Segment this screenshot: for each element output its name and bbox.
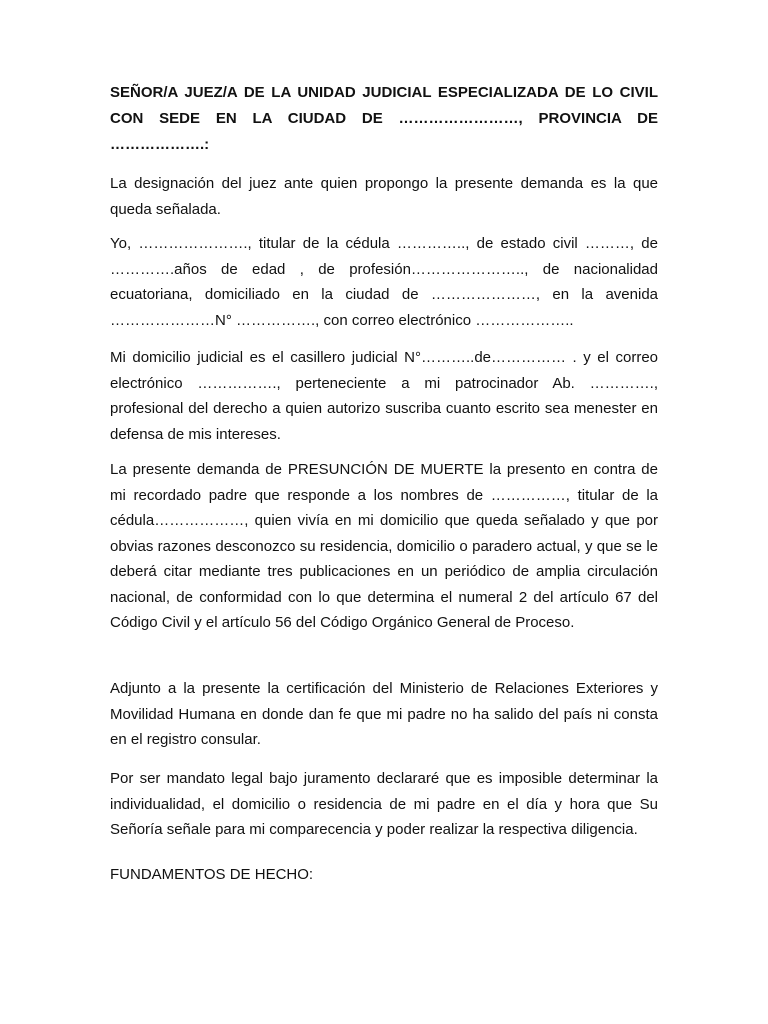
paragraph-judicial-domicile: Mi domicilio judicial es el casillero judicial N°………..de…………… . y el correo electrónico ……………., perteneciente a mi patrocinador Ab. …………., profesional del derecho a quien autorizo suscriba cuanto escrito sea menester en defensa de mis intereses. [110,349,658,443]
paragraph-demand-presumption: La presente demanda de PRESUNCIÓN DE MUERTE la presento en contra de mi recordado padre que responde a los nombres de ……………, titular de la cédula………………, quien vivía en mi domicilio que queda señalado y que por obvias razones desconozco su residencia, domicilio o paradero actual, y que se le deberá citar mediante tres publicaciones en un periódico de amplia circulación nacional, de conformidad con lo que determina el numeral 2 del artículo 67 del Código Civil y el artículo 56 del Código Orgánico General de Proceso. [110,461,658,631]
paragraph-judge-designation: La designación del juez ante quien propongo la presente demanda es la que queda señalada. [110,175,658,218]
section-heading-fundamentos: FUNDAMENTOS DE HECHO: [110,866,314,883]
paragraph-plaintiff-identification: Yo, …………………., titular de la cédula ………….., de estado civil ………, de ………….años de edad , de profesión………………….., de nacionalidad ecuatoriana, domiciliado en la ciudad de …………………, en la avenida …………………N° ……………., con correo electrónico ……………….. [110,235,658,329]
paragraph-oath-declaration: Por ser mandato legal bajo juramento declararé que es imposible determinar la individualidad, el domicilio o residencia de mi padre en el día y hora que Su Señoría señale para mi comparecencia y poder realizar la respectiva diligencia. [110,770,658,838]
document-heading: SEÑOR/A JUEZ/A DE LA UNIDAD JUDICIAL ESPECIALIZADA DE LO CIVIL CON SEDE EN LA CIUDAD DE ……………………, PROVINCIA DE ……………….: [110,84,658,153]
paragraph-certification: Adjunto a la presente la certificación del Ministerio de Relaciones Exteriores y Movilidad Humana en donde dan fe que mi padre no ha salido del país ni consta en el registro consular. [110,680,658,748]
